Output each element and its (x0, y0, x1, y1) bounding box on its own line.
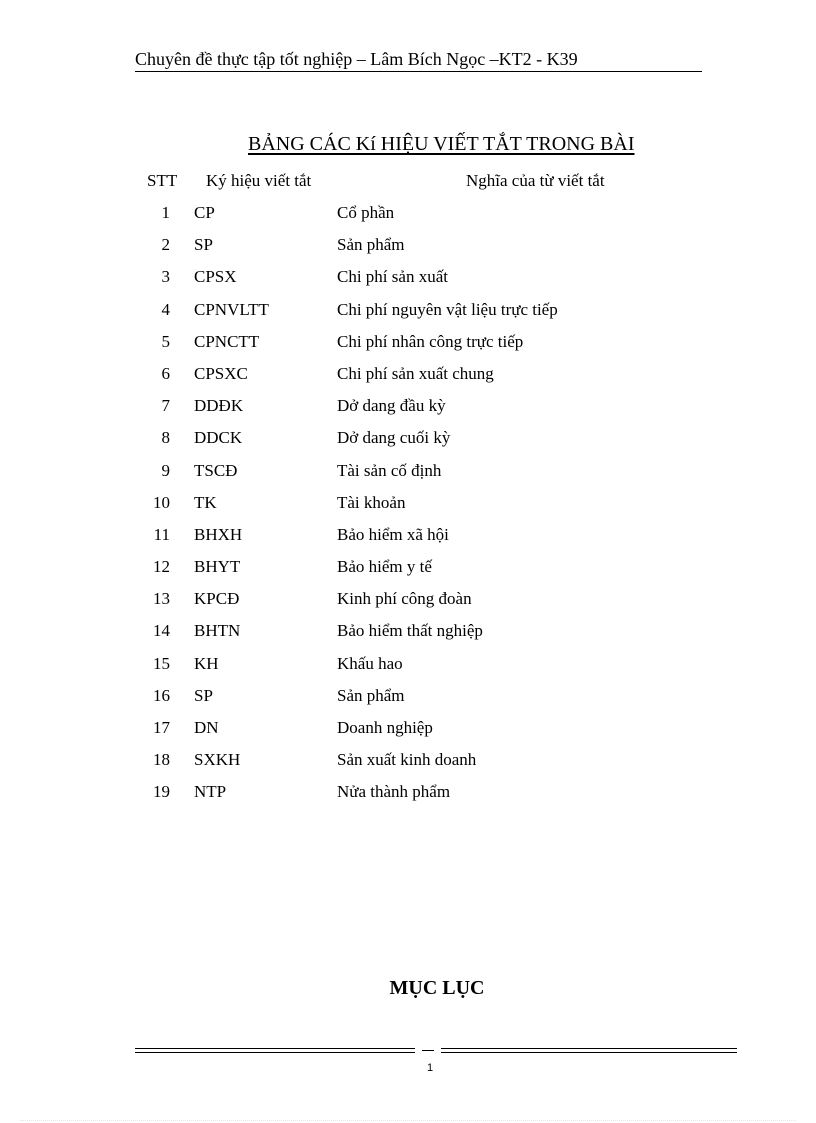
abbreviations-title: BẢNG CÁC Kí HIỆU VIẾT TẮT TRONG BÀI (248, 133, 635, 155)
footer-rule-gap-dash (422, 1050, 434, 1051)
cell-stt: 17 (153, 718, 170, 737)
cell-stt: 13 (153, 589, 170, 609)
cell-abbreviation: CPNCTT (194, 331, 260, 351)
footer-rule-left (135, 1048, 415, 1053)
table-row (0, 748, 816, 780)
cell-meaning: Kinh phí công đoàn (337, 589, 472, 609)
cell-stt: 7 (161, 396, 170, 416)
footer-rule-right (441, 1048, 737, 1053)
cell-abbreviation: DDĐK (194, 396, 244, 416)
cell-abbreviation: KPCĐ (194, 589, 240, 609)
cell-stt: 10 (153, 492, 170, 512)
table-row (0, 684, 816, 716)
cell-stt: 1 (161, 203, 170, 222)
column-header-stt: STT (147, 171, 178, 190)
table-of-contents-title: MỤC LỤC (389, 977, 485, 999)
cell-stt: 15 (153, 653, 170, 673)
cell-abbreviation: BHYT (194, 557, 241, 577)
table-row (0, 619, 816, 651)
table-row (0, 523, 816, 555)
cell-meaning: Dở dang cuối kỳ (337, 428, 451, 448)
cell-abbreviation: DDCK (194, 428, 243, 448)
cell-abbreviation: TSCĐ (194, 460, 238, 480)
cell-meaning: Dở dang đầu kỳ (337, 396, 446, 416)
cell-meaning: Bảo hiểm thất nghiệp (337, 621, 483, 641)
cell-meaning: Chi phí nhân công trực tiếp (337, 331, 524, 351)
table-row (0, 459, 816, 491)
table-row (0, 555, 816, 587)
cell-abbreviation: BHXH (194, 524, 243, 544)
cell-abbreviation: CPSXC (194, 363, 248, 383)
cell-stt: 9 (161, 460, 170, 480)
cell-stt: 12 (153, 557, 170, 577)
table-body (0, 201, 816, 813)
cell-abbreviation: KH (194, 653, 219, 673)
cell-abbreviation: DN (194, 718, 219, 737)
cell-meaning: Sản phẩm (337, 235, 405, 255)
cell-stt: 6 (161, 363, 170, 383)
cell-abbreviation: SXKH (194, 750, 241, 770)
cell-meaning: Khấu hao (337, 653, 403, 673)
cell-meaning: Bảo hiểm y tế (337, 557, 432, 577)
table-row (0, 652, 816, 684)
table-row (0, 330, 816, 362)
table-row (0, 201, 816, 233)
cell-meaning: Sản phẩm (337, 685, 405, 705)
cell-stt: 3 (161, 267, 170, 287)
cell-abbreviation: NTP (194, 782, 227, 802)
cell-meaning: Chi phí sản xuất (337, 267, 448, 287)
page-number: 1 (426, 1062, 434, 1074)
cell-stt: 16 (153, 685, 170, 705)
cell-abbreviation: SP (194, 235, 213, 255)
cell-meaning: Chi phí nguyên vật liệu trực tiếp (337, 299, 558, 319)
cell-abbreviation: BHTN (194, 621, 241, 641)
table-row (0, 491, 816, 523)
cell-abbreviation: CP (194, 203, 215, 222)
cell-stt: 14 (153, 621, 170, 641)
table-row (0, 394, 816, 426)
cell-meaning: Doanh nghiệp (337, 718, 433, 737)
cell-meaning: Tài khoản (337, 492, 406, 512)
page-header: Chuyên đề thực tập tốt nghiệp – Lâm Bích Ngọc –KT2 - K39 (135, 49, 578, 69)
cell-meaning: Nửa thành phẩm (337, 782, 451, 802)
table-row (0, 233, 816, 265)
cell-stt: 11 (153, 524, 170, 544)
column-header-abbreviation: Ký hiệu viết tắt (206, 171, 312, 190)
cell-abbreviation: TK (194, 492, 217, 512)
cell-meaning: Sản xuất kinh doanh (337, 750, 477, 770)
cell-stt: 2 (161, 235, 170, 255)
cell-meaning: Chi phí sản xuất chung (337, 363, 494, 383)
table-row (0, 716, 816, 748)
table-row (0, 426, 816, 458)
cell-abbreviation: CPSX (194, 267, 237, 287)
page-bottom-edge (20, 1120, 796, 1121)
cell-stt: 19 (153, 782, 170, 802)
cell-meaning: Cổ phần (337, 203, 395, 222)
table-row (0, 362, 816, 394)
table-row (0, 298, 816, 330)
cell-abbreviation: SP (194, 685, 213, 705)
table-row (0, 587, 816, 619)
cell-stt: 5 (161, 331, 170, 351)
cell-abbreviation: CPNVLTT (194, 299, 269, 319)
cell-stt: 4 (161, 299, 170, 319)
table-row (0, 780, 816, 812)
cell-stt: 18 (153, 750, 170, 770)
column-header-meaning: Nghĩa của từ viết tắt (466, 171, 605, 190)
header-rule (135, 71, 702, 72)
cell-meaning: Tài sản cố định (337, 460, 442, 480)
table-row (0, 265, 816, 297)
cell-stt: 8 (161, 428, 170, 448)
cell-meaning: Bảo hiểm xã hội (337, 524, 449, 544)
